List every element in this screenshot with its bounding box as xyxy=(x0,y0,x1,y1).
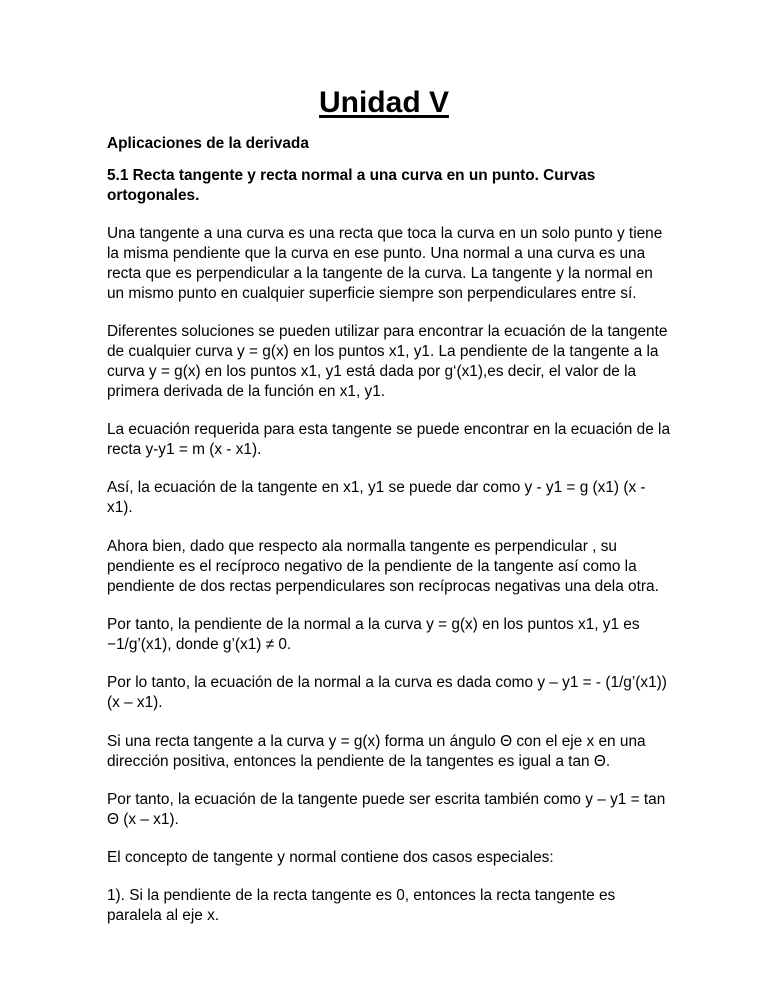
paragraph-line: Una tangente a una curva es una recta que toca la curva en un solo punto y tiene xyxy=(107,225,663,242)
paragraph-line: Θ (x – x1). xyxy=(107,811,179,828)
paragraph-line: pendiente es el recíproco negativo de la pendiente de la tangente así como la xyxy=(107,558,637,575)
paragraph xyxy=(107,615,707,655)
paragraph-line: −1/g’(x1), donde g’(x1) ≠ 0. xyxy=(107,636,292,653)
paragraph-line: recta y-y1 = m (x - x1). xyxy=(107,441,262,458)
paragraph xyxy=(107,886,707,926)
paragraph-line: Por lo tanto, la ecuación de la normal a la curva es dada como y – y1 = - (1/g’(x1)) xyxy=(107,674,667,691)
paragraph-line: (x – x1). xyxy=(107,694,163,711)
subtitle xyxy=(107,134,707,154)
paragraph-line: Ahora bien, dado que respecto ala normalla tangente es perpendicular , su xyxy=(107,538,617,555)
paragraph xyxy=(107,790,707,830)
paragraph xyxy=(107,322,707,402)
paragraph-line: dirección positiva, entonces la pendiente de la tangentes es igual a tan Θ. xyxy=(107,753,611,770)
paragraph-line: un mismo punto en cualquier superficie siempre son perpendiculares entre sí. xyxy=(107,285,637,302)
paragraph-line: Por tanto, la ecuación de la tangente puede ser escrita también como y – y1 = tan xyxy=(107,791,666,808)
paragraph-line: x1). xyxy=(107,499,133,516)
paragraph xyxy=(107,420,707,460)
paragraph xyxy=(107,673,707,713)
paragraph xyxy=(107,537,707,597)
paragraph xyxy=(107,848,707,868)
paragraph-line: La ecuación requerida para esta tangente se puede encontrar en la ecuación de la xyxy=(107,421,671,438)
heading-line: 5.1 Recta tangente y recta normal a una curva en un punto. Curvas xyxy=(107,167,596,184)
paragraph-line: de cualquier curva y = g(x) en los puntos x1, y1. La pendiente de la tangente a la xyxy=(107,343,659,360)
paragraph-line: El concepto de tangente y normal contiene dos casos especiales: xyxy=(107,849,554,866)
paragraph-line: curva y = g(x) en los puntos x1, y1 está dada por g‘(x1),es decir, el valor de la xyxy=(107,363,637,380)
section-heading xyxy=(107,166,707,206)
page-title: Unidad V xyxy=(318,86,449,119)
heading-line: ortogonales. xyxy=(107,187,200,204)
paragraph-line: Por tanto, la pendiente de la normal a la curva y = g(x) en los puntos x1, y1 es xyxy=(107,616,640,633)
subtitle-line: Aplicaciones de la derivada xyxy=(107,135,309,152)
paragraph-line: la misma pendiente que la curva en ese punto. Una normal a una curva es una xyxy=(107,245,646,262)
paragraph-line: primera derivada de la función en x1, y1. xyxy=(107,383,386,400)
paragraph-line: Diferentes soluciones se pueden utilizar para encontrar la ecuación de la tangente xyxy=(107,323,668,340)
paragraph xyxy=(107,732,707,772)
paragraph xyxy=(107,478,707,518)
paragraph-line: paralela al eje x. xyxy=(107,907,220,924)
paragraph-line: pendiente de dos rectas perpendiculares son recíprocas negativas una dela otra. xyxy=(107,578,659,595)
paragraph-line: Así, la ecuación de la tangente en x1, y1 se puede dar como y - y1 = g (x1) (x - xyxy=(107,479,646,496)
paragraph-line: recta que es perpendicular a la tangente de la curva. La tangente y la normal en xyxy=(107,265,653,282)
paragraph xyxy=(107,224,707,304)
paragraph-line: Si una recta tangente a la curva y = g(x) forma un ángulo Θ con el eje x en una xyxy=(107,733,646,750)
paragraph-line: 1). Si la pendiente de la recta tangente es 0, entonces la recta tangente es xyxy=(107,887,616,904)
